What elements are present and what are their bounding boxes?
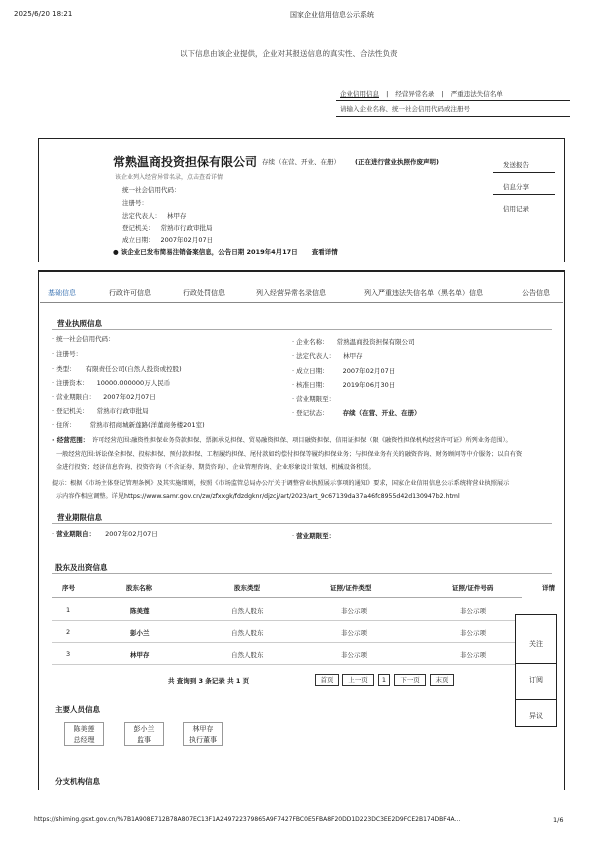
divider <box>516 663 556 664</box>
field-label: 注册资本： <box>56 379 89 387</box>
field-reg-no <box>122 198 148 207</box>
row-divider <box>52 642 522 643</box>
follow-button[interactable]: 关注 <box>529 640 543 648</box>
field-label: 登记机关： <box>56 407 89 415</box>
field-value: 2007年02月07日 <box>105 530 158 538</box>
tip-line: 示内容作相应调整。详见https://www.samr.gov.cn/zw/zfxxgk/fdzdgknr/djzcj/art/2023/art_9c67139da37a46fc8955d42d130947b2.html <box>56 493 460 500</box>
print-site-title: 国家企业信用信息公示系统 <box>290 11 374 19</box>
section-divider <box>52 523 552 524</box>
print-datetime: 2025/6/20 18:21 <box>14 10 73 18</box>
staff-card[interactable] <box>64 722 104 746</box>
field-value: 10000.000000万人民币 <box>96 379 171 387</box>
license-legal-rep: · 法定代表人： 林甲存 <box>292 352 363 360</box>
abnormal-note-link[interactable]: 该企业列入经营异常名录，点击查看详情 <box>115 174 224 181</box>
col-cert-no: 证照/证件号码 <box>452 584 494 592</box>
divider <box>493 172 555 173</box>
field-label: 统一社会信用代码： <box>56 335 115 343</box>
view-detail-link[interactable]: 查看详情 <box>311 248 338 256</box>
field-label: 营业期限至： <box>296 532 336 540</box>
cell-name: 林甲存 <box>130 651 150 659</box>
term-to: · 营业期限至： <box>292 532 336 540</box>
tip-label: 提示： <box>52 480 71 487</box>
scope-label: · 经营范围： <box>52 436 90 444</box>
license-section-title: 营业执照信息 <box>57 319 102 328</box>
card-top-border <box>38 138 565 139</box>
license-reg-status: · 登记状态： 存续（在营、开业、在册） <box>292 409 421 417</box>
field-label: 类型： <box>56 365 76 373</box>
section-divider <box>52 329 552 330</box>
cell-no: 1 <box>66 606 71 614</box>
field-label: 法定代表人： <box>296 352 336 360</box>
field-credit-code <box>122 185 181 194</box>
field-value: 常熟市招商城新莲路(洋董商务楼201室) <box>89 421 205 429</box>
nav-enterprise-credit[interactable]: 企业信用信息 <box>340 90 379 98</box>
top-nav <box>340 89 503 98</box>
floating-side-panel <box>515 614 557 727</box>
field-label: 成立日期： <box>122 236 155 244</box>
staff-section-title: 主要人员信息 <box>55 705 100 714</box>
cell-name: 彭小兰 <box>130 629 150 637</box>
cell-cert-type: 非公示项 <box>341 651 367 659</box>
cell-type: 自然人股东 <box>231 651 264 659</box>
field-label: 住所： <box>56 421 76 429</box>
shareholders-section-title: 股东及出资信息 <box>55 563 108 572</box>
main-top-border <box>38 270 565 272</box>
field-legal-rep <box>122 211 187 220</box>
license-authority: · 登记机关： 常熟市行政审批局 <box>52 407 149 415</box>
field-label: 成立日期： <box>296 367 329 375</box>
pagination-info: 共 查询到 3 条记录 共 1 页 <box>168 677 250 685</box>
col-name: 股东名称 <box>126 584 152 592</box>
cell-cert-type: 非公示项 <box>341 629 367 637</box>
field-label: 注册号： <box>56 350 83 358</box>
send-report-button[interactable]: 发送报告 <box>503 161 529 169</box>
field-founded <box>122 235 213 244</box>
nav-abnormal-list[interactable]: 经营异常名录 <box>395 90 435 98</box>
notice-text: 以下信息由该企业提供，企业对其报送信息的真实性、合法性负责 <box>180 49 398 58</box>
field-value: 存续（在营、开业、在册） <box>342 409 421 417</box>
main-left-border <box>38 270 39 790</box>
col-detail: 详情 <box>542 584 555 592</box>
branch-section-title: 分支机构信息 <box>55 777 100 786</box>
license-term-to: · 营业期限至： <box>292 395 336 403</box>
tab-basic-info[interactable]: 基础信息 <box>48 289 76 297</box>
cell-cert-no: 非公示项 <box>460 607 486 615</box>
tab-admin-penalty[interactable]: 行政处罚信息 <box>183 289 225 297</box>
field-value: 2007年02月07日 <box>103 393 156 401</box>
company-name: 常熟温商投资担保有限公司 <box>113 155 258 169</box>
col-no: 序号 <box>62 584 75 592</box>
field-label: 企业名称： <box>296 338 329 346</box>
prev-page-button[interactable]: 上一页 <box>342 674 374 686</box>
license-approved: · 核准日期： 2019年06月30日 <box>292 381 396 389</box>
term-section-title: 营业期限信息 <box>57 513 102 522</box>
last-page-button[interactable]: 末页 <box>430 674 454 686</box>
share-info-button[interactable]: 信息分享 <box>503 183 529 191</box>
staff-name: 林甲存 <box>192 725 214 733</box>
scope-line: 许可经营范围:融资性担保业务贷款担保、票据承兑担保、贸易融资担保、项目融资担保、信用证担保（限《融资性担保机构经营许可证》所列业务范围）。 <box>92 437 512 444</box>
card-left-border <box>38 138 39 262</box>
field-value: 常熟市行政审批局 <box>96 407 149 415</box>
field-label: 统一社会信用代码： <box>122 186 181 194</box>
staff-card[interactable] <box>183 722 223 746</box>
field-label: 营业期限自： <box>56 393 96 401</box>
tab-underline <box>40 302 563 303</box>
divider <box>493 194 555 195</box>
field-label: 核准日期： <box>296 381 329 389</box>
scope-line: 一般经营范围:诉讼保全担保、投标担保、预付款担保、工程履约担保、尾付款如约偿付担保等履约担保业务；与担保业务有关的融资咨询、财务顾问等中介服务；以自有资 <box>56 451 523 458</box>
first-page-button[interactable]: 首页 <box>315 674 339 686</box>
license-type: · 类型： 有限责任公司(自然人投资或控股) <box>52 365 182 373</box>
field-value: 林甲存 <box>343 352 363 360</box>
bankruptcy-note: (正在进行营业执照作废声明) <box>355 158 439 166</box>
table-row <box>0 628 600 640</box>
field-value: 常熟市行政审批局 <box>160 224 213 232</box>
table-row <box>0 606 600 618</box>
license-term-from: · 营业期限自： 2007年02月07日 <box>52 393 156 401</box>
staff-card[interactable] <box>124 722 164 746</box>
staff-role: 总经理 <box>73 736 95 744</box>
row-divider <box>52 664 522 665</box>
term-from: · 营业期限自： 2007年02月07日 <box>52 530 158 538</box>
search-input[interactable]: 请输入企业名称、统一社会信用代码或注册号 <box>340 105 470 113</box>
cell-type: 自然人股东 <box>231 629 264 637</box>
bullet-icon: ● <box>113 248 119 256</box>
field-value: 2019年06月30日 <box>342 381 396 389</box>
shareholders-table-header <box>0 583 600 595</box>
field-label: 登记状态： <box>296 409 329 417</box>
cell-cert-type: 非公示项 <box>341 607 367 615</box>
cell-name: 陈美莲 <box>130 607 150 615</box>
table-row <box>0 650 600 662</box>
main-right-border <box>564 270 565 790</box>
tab-admin-license[interactable]: 行政许可信息 <box>109 289 151 297</box>
field-label: 营业期限自： <box>56 530 96 538</box>
tab-blacklist[interactable]: 列入严重违法失信名单（黑名单）信息 <box>364 289 483 297</box>
nav-blacklist[interactable]: 严重违法失信名单 <box>450 90 503 98</box>
license-credit-code: · 统一社会信用代码： <box>52 335 115 343</box>
print-url: https://shiming.gsxt.gov.cn/%7B1A908E712B78A807EC13F1A249722379865A9F7427FBC0E5FBA8F20DD1D223DC3EE2D9FCE2B174DBF4A... <box>34 816 461 823</box>
license-reg-no: · 注册号： <box>52 350 83 358</box>
tab-announcements[interactable]: 公告信息 <box>522 289 550 297</box>
section-divider <box>52 573 552 574</box>
license-founded: · 成立日期： 2007年02月07日 <box>292 367 396 375</box>
announcement-text: 该企业已发布简易注销备案信息，公告日期 2019年4月17日 <box>120 248 298 256</box>
field-reg-authority <box>122 223 213 232</box>
license-company-name: · 企业名称： 常熟温商投资担保有限公司 <box>292 338 415 346</box>
field-label: 法定代表人： <box>122 212 161 220</box>
card-right-border <box>564 138 565 262</box>
field-value: 林甲存 <box>167 212 187 220</box>
search-underline <box>336 116 570 117</box>
license-capital: · 注册资本： 10000.000000万人民币 <box>52 379 171 387</box>
cell-cert-no: 非公示项 <box>460 651 486 659</box>
license-address: · 住所： 常熟市招商城新莲路(洋董商务楼201室) <box>52 421 205 429</box>
field-label: 营业期限至： <box>296 395 336 403</box>
subscribe-button[interactable]: 订阅 <box>529 676 543 684</box>
company-status-tag: 存续（在营、开业、在册） <box>262 158 340 166</box>
field-value: 2007年02月07日 <box>342 367 396 375</box>
staff-name: 彭小兰 <box>133 725 155 733</box>
nav-underline <box>336 100 570 101</box>
current-page-button[interactable]: 1 <box>378 674 390 686</box>
field-label: 登记机关： <box>122 224 155 232</box>
cell-type: 自然人股东 <box>231 607 264 615</box>
objection-button[interactable]: 异议 <box>529 712 543 720</box>
staff-role: 监事 <box>137 736 151 744</box>
field-value: 2007年02月07日 <box>160 236 214 244</box>
divider <box>516 699 556 700</box>
cell-cert-no: 非公示项 <box>460 629 486 637</box>
cell-no: 3 <box>66 650 71 658</box>
tip-line: 根据《市场主体登记管理条例》及其实施细则，按照《市场监管总局办公厅关于调整营业执照展示事项的通知》要求，国家企业信用信息公示系统将营业执照展示 <box>70 480 510 487</box>
staff-role: 执行董事 <box>189 736 217 744</box>
cell-no: 2 <box>66 628 71 636</box>
next-page-button[interactable]: 下一页 <box>394 674 426 686</box>
field-label: 经营范围： <box>56 436 90 444</box>
col-cert-type: 证照/证件类型 <box>330 584 372 592</box>
nav-separator: | <box>386 90 389 98</box>
col-type: 股东类型 <box>234 584 260 592</box>
table-header-divider <box>52 597 522 598</box>
staff-name: 陈美莲 <box>73 725 95 733</box>
nav-separator: | <box>441 90 444 98</box>
tab-abnormal-list[interactable]: 列入经营异常名录信息 <box>256 289 326 297</box>
announcement-row <box>113 247 338 256</box>
credit-record-button[interactable]: 信用记录 <box>503 205 529 213</box>
print-page-number: 1/6 <box>553 816 564 824</box>
field-value: 有限责任公司(自然人投资或控股) <box>85 365 182 373</box>
field-label: 注册号： <box>122 199 148 207</box>
scope-line: 金进行投资；经济信息咨询、投资咨询（不含证券、期货咨询）、企业管理咨询、企业形象设计策划、机械设备租赁。 <box>56 464 375 471</box>
row-divider <box>52 620 522 621</box>
field-value: 常熟温商投资担保有限公司 <box>336 338 415 346</box>
